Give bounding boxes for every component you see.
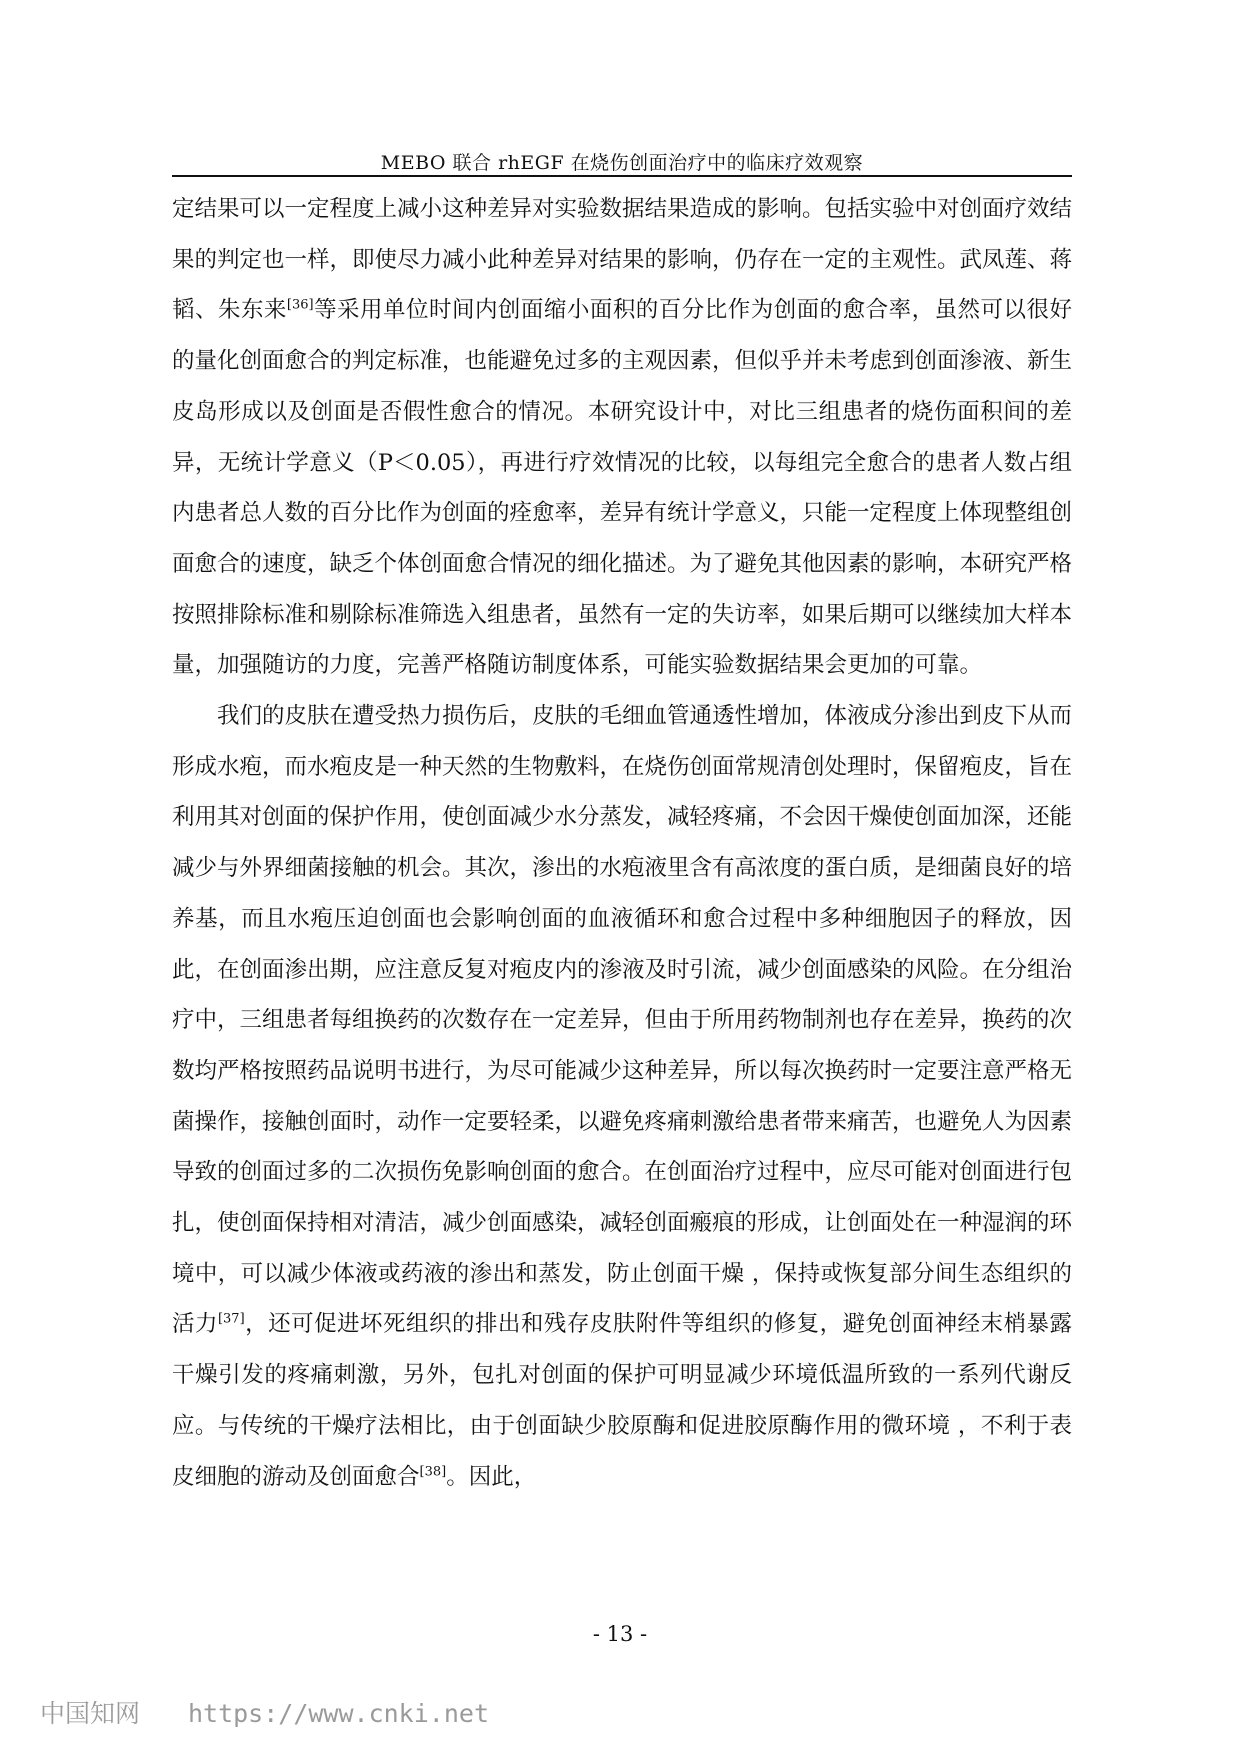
page-number: - 13 - <box>592 1622 648 1646</box>
watermark <box>40 1694 489 1730</box>
paragraph-1 <box>172 184 1072 691</box>
citation-36[interactable]: [36] <box>286 297 314 313</box>
paragraph-2 <box>172 691 1072 1502</box>
citation-38[interactable]: [38] <box>419 1464 447 1480</box>
citation-37[interactable]: [37] <box>217 1311 245 1327</box>
header-rule <box>172 175 1072 177</box>
paragraph-2-text-2: ，还可促进坏死组织的排出和残存皮肤附件等组织的修复，避免创面神经末梢暴露干燥引发的疼痛刺激，另外，包扎对创面的保护可明显减少环境低温所致的一系列代谢反应。与传统的干燥疗法相比，由于创面缺少胶原酶和促进胶原酶作用的微环境 ，不利于表皮细胞的游动及创面愈合 <box>172 1311 1072 1490</box>
watermark-url[interactable]: https://www.cnki.net <box>187 1699 489 1728</box>
body-text <box>172 184 1072 1502</box>
paragraph-2-text-3: 。因此， <box>446 1463 537 1490</box>
paragraph-1-text-1: 定结果可以一定程度上减小这种差异对实验数据结果造成的影响。包括实验中对创面疗效结果的判定也一样，即使尽力减小此种差异对结果的影响，仍存在一定的主观性。武凤莲、蒋韬、朱东来 <box>172 196 1073 324</box>
paragraph-1-text-2: 等采用单位时间内创面缩小面积的百分比作为创面的愈合率，虽然可以很好的量化创面愈合的判定标准，也能避免过多的主观因素，但似乎并未考虑到创面渗液、新生皮岛形成以及创面是否假性愈合的情况。本研究设计中，对比三组患者的烧伤面积间的差异，无统计学意义（P＜0.05），再进行疗效情况的比较，以每组完全愈合的患者人数占组内患者总人数的百分比作为创面的痊愈率，差异有统计学意义，只能一定程度上体现整组创面愈合的速度，缺乏个体创面愈合情况的细化描述。为了避免其他因素的影响，本研究严格按照排除标准和剔除标准筛选入组患者，虽然有一定的失访率，如果后期可以继续加大样本量，加强随访的力度，完善严格随访制度体系，可能实验数据结果会更加的可靠。 <box>172 297 1073 679</box>
paragraph-2-text-1: 我们的皮肤在遭受热力损伤后，皮肤的毛细血管通透性增加，体液成分渗出到皮下从而形成水疱，而水疱皮是一种天然的生物敷料，在烧伤创面常规清创处理时，保留疱皮，旨在利用其对创面的保护作用，使创面减少水分蒸发，减轻疼痛，不会因干燥使创面加深，还能减少与外界细菌接触的机会。其次，渗出的水疱液里含有高浓度的蛋白质，是细菌良好的培养基，而且水疱压迫创面也会影响创面的血液循环和愈合过程中多种细胞因子的释放，因此，在创面渗出期，应注意反复对疱皮内的渗液及时引流，减少创面感染的风险。在分组治疗中，三组患者每组换药的次数存在一定差异，但由于所用药物制剂也存在差异，换药的次数均严格按照药品说明书进行，为尽可能减少这种差异，所以每次换药时一定要注意严格无菌操作，接触创面时，动作一定要轻柔，以避免疼痛刺激给患者带来痛苦，也避免人为因素导致的创面过多的二次损伤免影响创面的愈合。在创面治疗过程中，应尽可能对创面进行包扎，使创面保持相对清洁，减少创面感染，减轻创面瘢痕的形成，让创面处在一种湿润的环境中，可以减少体液或药液的渗出和蒸发，防止创面干燥 ，保持或恢复部分间生态组织的活力 <box>172 703 1073 1338</box>
running-header: MEBO 联合 rhEGF 在烧伤创面治疗中的临床疗效观察 <box>380 152 864 174</box>
watermark-brand: 中国知网 <box>40 1699 141 1728</box>
